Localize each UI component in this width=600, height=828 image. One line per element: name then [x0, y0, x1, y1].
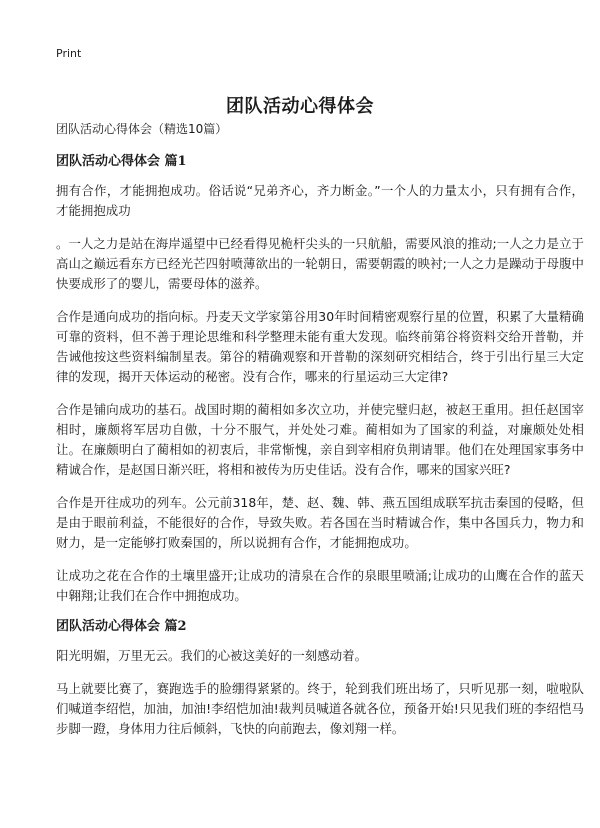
paragraph: 马上就要比赛了，赛跑选手的脸绷得紧紧的。终于，轮到我们班出场了，只听见那一刻，啦啦队们喊道李绍恺，加油，加油!李绍恺加油!裁判员喊道各就各位，预备开始!只见我们班的李绍恺马步脚一蹬，身体用力往后倾斜，飞快的向前跑去，像刘翔一样。: [56, 681, 584, 736]
paragraph: 阳光明媚，万里无云。我们的心被这美好的一刻感动着。: [56, 648, 368, 663]
paragraph: 合作是铺向成功的基石。战国时期的蔺相如多次立功，并使完璧归赵，被赵王重用。担任赵国宰相时，廉颇将军居功自傲，十分不服气，并处处刁难。蔺相如为了国家的利益，对廉颇处处相让。在廉颇明白了蔺相如的初衷后，非常惭愧，亲自到宰相府负荆请罪。他们在处理国家事务中精诚合作，是赵国日渐兴旺，将相和被传为历史佳话。没有合作，哪来的国家兴旺?: [56, 402, 584, 477]
section-heading: 团队活动心得体会 篇1: [56, 154, 187, 169]
page-title: 团队活动心得体会: [226, 96, 374, 118]
print-link[interactable]: Print: [56, 47, 82, 60]
paragraph: 合作是通向成功的指向标。丹麦天文学家第谷用30年时间精密观察行星的位置，积累了大量精确可靠的资料，但不善于理论思维和科学整理未能有重大发现。临终前第谷将资料交给开普勒，并告诫他按这些资料编制星表。第谷的精确观察和开普勒的深刻研究相结合，终于引出行星三大定律的发现，揭开天体运动的秘密。没有合作，哪来的行星运动三大定律?: [56, 309, 584, 384]
paragraph: 合作是开往成功的列车。公元前318年，楚、赵、魏、韩、燕五国组成联军抗击秦国的侵略，但是由于眼前利益，不能很好的合作，导致失败。若各国在当时精诚合作，集中各国兵力，物力和财力，是一定能够打败秦国的，所以说拥有合作，才能拥抱成功。: [56, 495, 584, 550]
document-subtitle: 团队活动心得体会（精选10篇）: [56, 122, 228, 136]
paragraph: 让成功之花在合作的土壤里盛开;让成功的清泉在合作的泉眼里喷涌;让成功的山鹰在合作的蓝天中翱翔;让我们在合作中拥抱成功。: [56, 568, 584, 603]
paragraph: 。一人之力是站在海岸遥望中已经看得见桅杆尖头的一只航船，需要风浪的推动;一人之力是立于高山之巅远看东方已经光芒四射喷薄欲出的一轮朝日，需要朝霞的映衬;一人之力是躁动于母腹中快要成形了的婴儿，需要母体的滋养。: [56, 236, 584, 291]
paragraph: 拥有合作，才能拥抱成功。俗话说“兄弟齐心，齐力断金。”一个人的力量太小，只有拥有合作，才能拥抱成功: [56, 183, 584, 218]
section-heading: 团队活动心得体会 篇2: [56, 619, 187, 634]
article-body: [56, 121, 584, 752]
